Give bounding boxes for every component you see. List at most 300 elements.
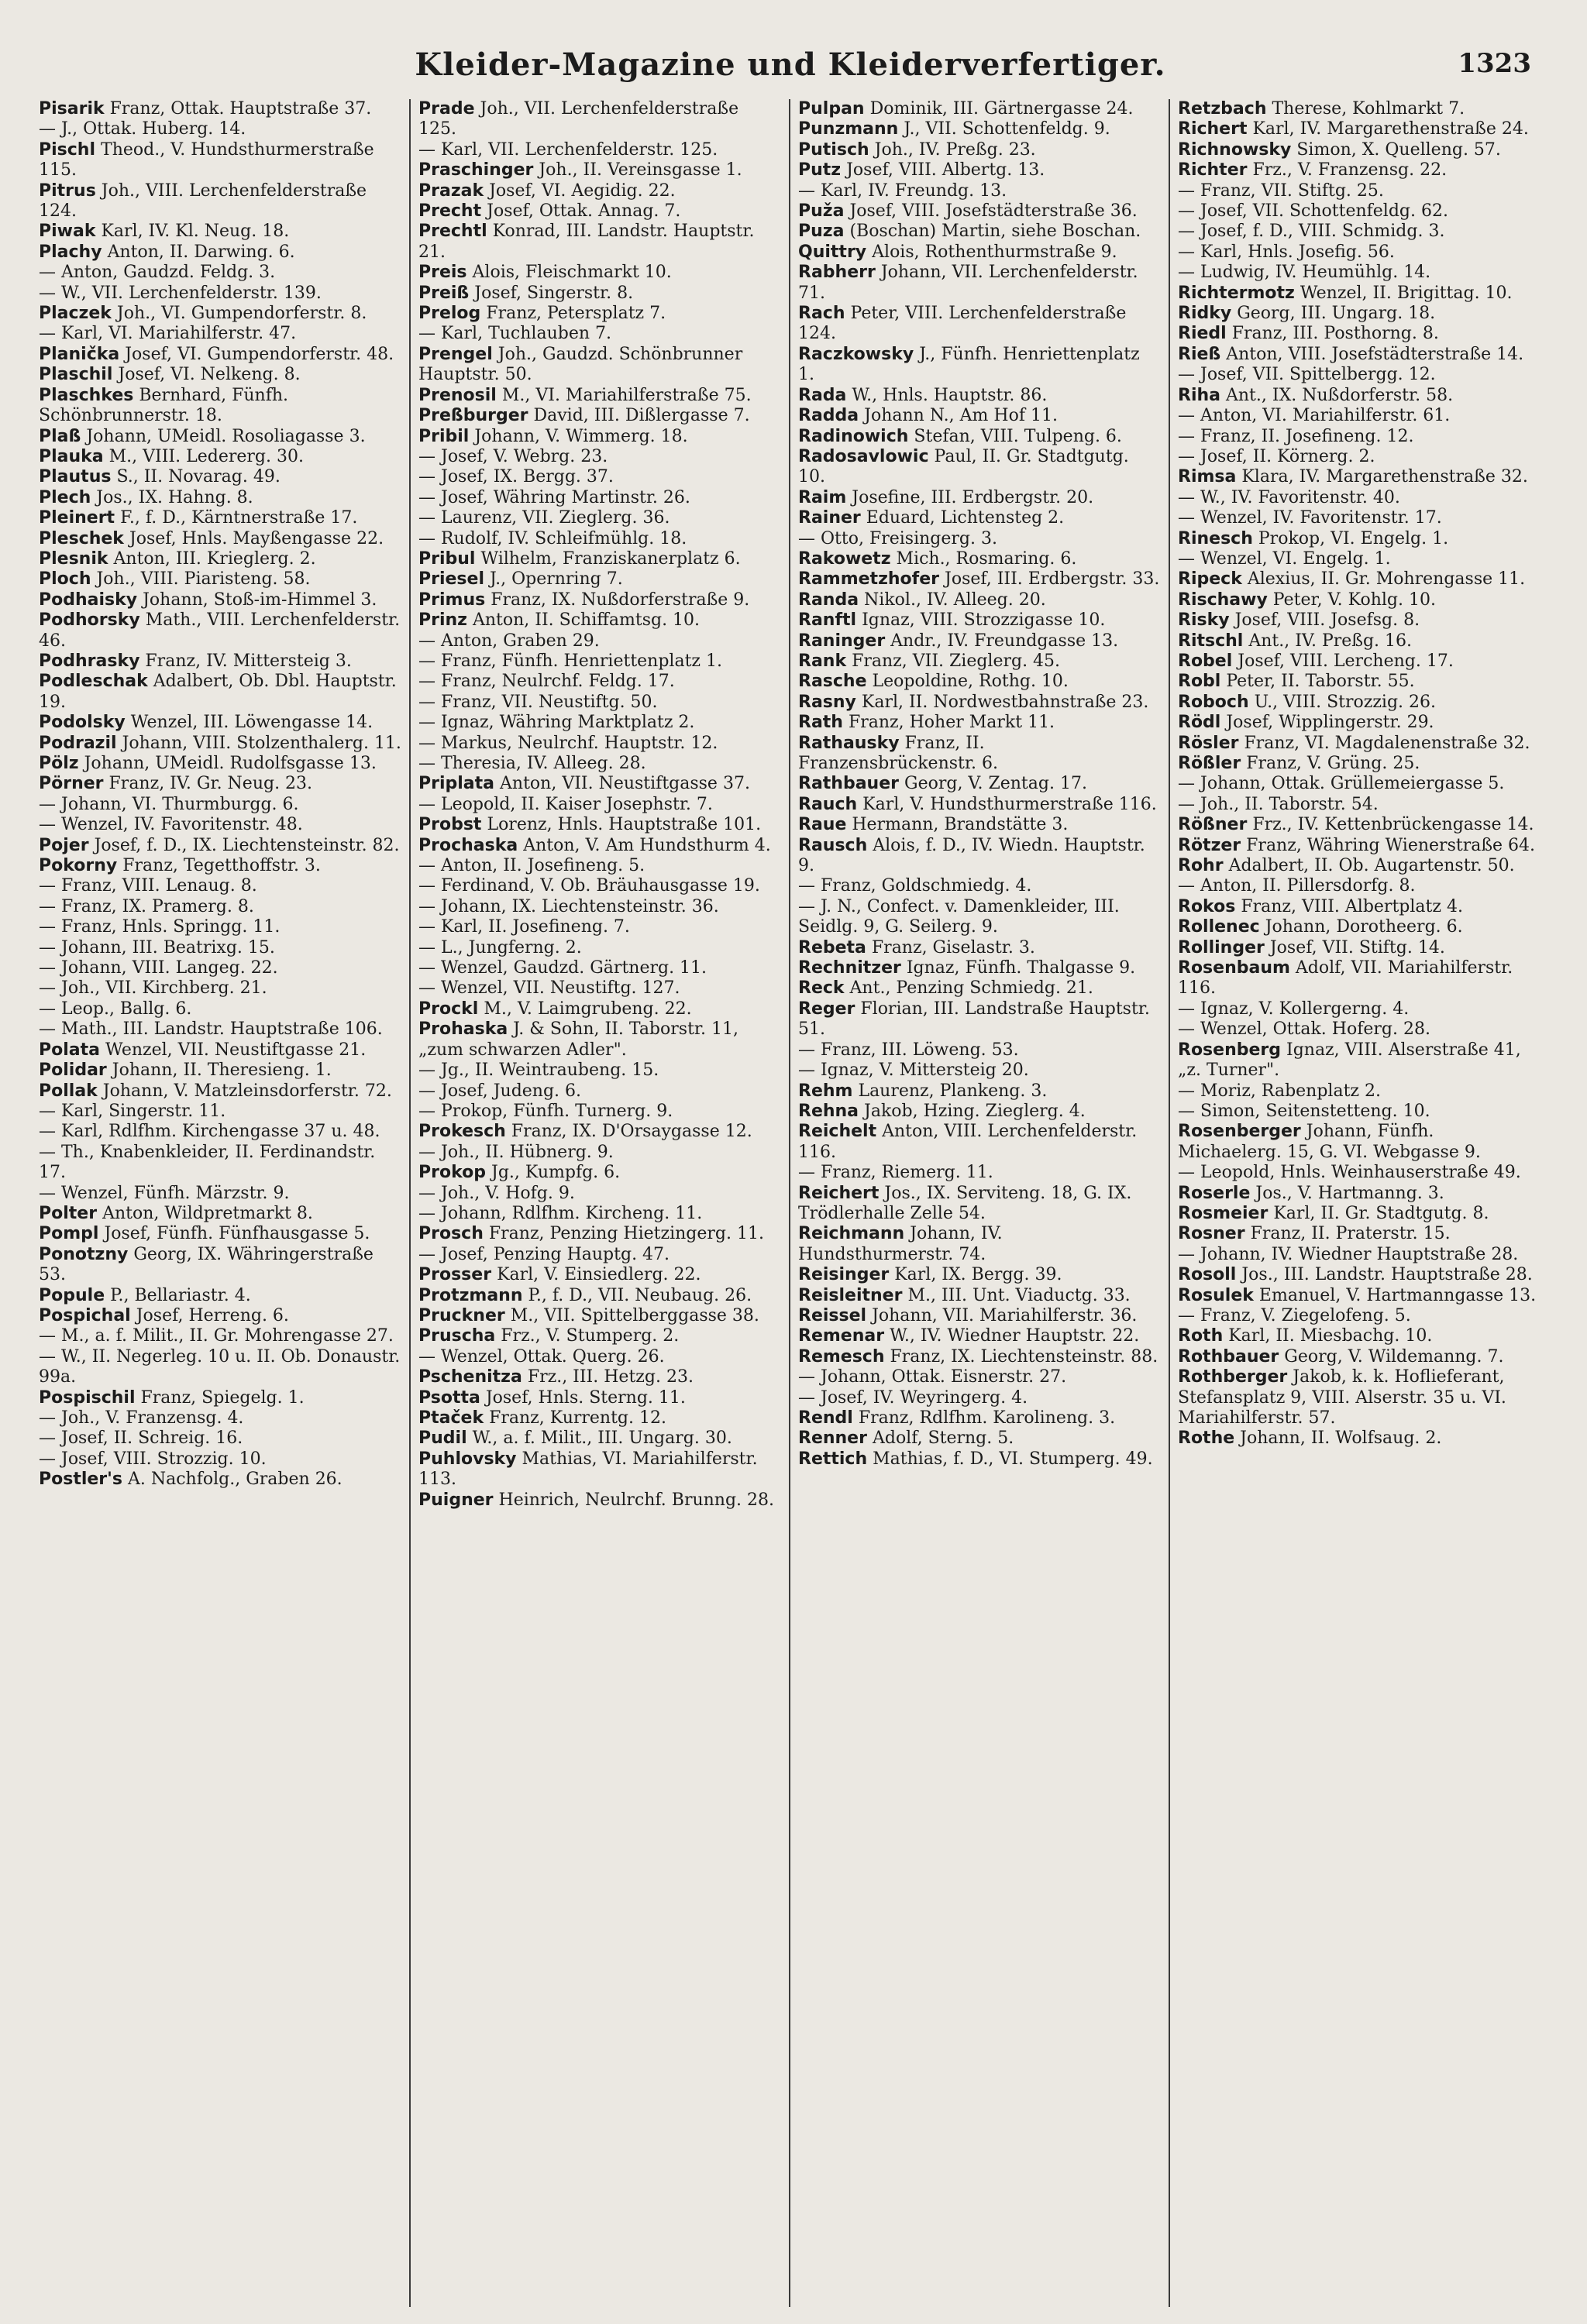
directory-entry [418, 1265, 781, 1285]
entry-details: — Franz, IX. Pramerg. 8. [39, 896, 254, 916]
directory-entry [39, 508, 401, 528]
entry-details: — Franz, V. Ziegelofeng. 5. [1178, 1305, 1411, 1325]
entry-surname: Rath [798, 713, 843, 733]
entry-details: — Josef, VII. Schottenfeldg. 62. [1178, 201, 1448, 222]
entry-details: — Joh., VII. Kirchberg. 21. [39, 978, 267, 999]
entry-details: Hermann, Brandstätte 3. [852, 815, 1069, 835]
entry-surname: Pischl [39, 139, 96, 160]
entry-details: Franz, V. Grüng. 25. [1246, 754, 1420, 773]
directory-entry [418, 569, 781, 590]
directory-entry [418, 324, 781, 344]
directory-entry [418, 1367, 781, 1387]
entry-details: Frz., III. Hetzg. 23. [527, 1367, 694, 1387]
directory-entry [798, 99, 1161, 119]
directory-entry [798, 1061, 1161, 1081]
entry-surname: Pompl [39, 1224, 99, 1244]
directory-entry [39, 119, 401, 139]
entry-details: — Markus, Neulrchf. Hauptstr. 12. [418, 733, 718, 753]
entry-details: Mathias, VI. Mariahilferstr. 113. [418, 1449, 758, 1490]
entry-details: Anton, II. Darwing. 6. [107, 242, 295, 262]
directory-entry [1178, 529, 1542, 549]
entry-details: — Joh., II. Hübnerg. 9. [418, 1142, 614, 1162]
entry-details: Josef, VI. Aegidig. 22. [489, 180, 676, 201]
entry-surname: Prokop [418, 1163, 486, 1183]
directory-entry [1178, 897, 1542, 917]
entry-details: Franz, Währing Wienerstraße 64. [1246, 835, 1536, 855]
entry-surname: Rauch [798, 794, 858, 814]
entry-details: Johann, VII. Mariahilferstr. 36. [872, 1305, 1138, 1325]
entry-details: — Theresia, IV. Alleeg. 28. [418, 754, 646, 773]
entry-surname: Prockl [418, 999, 479, 1019]
directory-entry [418, 427, 781, 447]
directory-entry [39, 734, 401, 754]
directory-entry [1178, 222, 1542, 242]
entry-details: Wenzel, III. Löwengasse 14. [130, 713, 374, 733]
directory-entry [39, 856, 401, 876]
entry-details: — Prokop, Fünfh. Turnerg. 9. [418, 1101, 673, 1121]
entry-surname: Prechtl [418, 222, 487, 242]
directory-entry [418, 978, 781, 999]
directory-entry [39, 386, 401, 427]
directory-entry [39, 1019, 401, 1040]
entry-details: Konrad, III. Landstr. Hauptstr. 21. [418, 222, 755, 262]
directory-entry [39, 324, 401, 344]
directory-entry [798, 1081, 1161, 1102]
entry-details: Jos., III. Landstr. Hauptstraße 28. [1241, 1265, 1533, 1285]
entry-surname: Roserle [1178, 1183, 1251, 1203]
entry-details: Josef, VIII. Josefstädterstraße 36. [849, 201, 1138, 222]
entry-details: — W., II. Negerleg. 10 u. II. Ob. Donaustr. 99a. [39, 1346, 401, 1387]
entry-details: — Johann, III. Beatrixg. 15. [39, 937, 275, 957]
entry-details: Franz, Giselastr. 3. [871, 937, 1035, 957]
entry-details: — Anton, II. Pillersdorfg. 8. [1178, 876, 1416, 896]
entry-details: Johann, II. Theresieng. 1. [112, 1061, 332, 1081]
entry-details: — Ignaz, Währing Marktplatz 2. [418, 713, 695, 733]
entry-surname: Pojer [39, 835, 89, 855]
entry-details: Johann, UMeidl. Rosoliagasse 3. [86, 426, 366, 446]
entry-surname: Richert [1178, 119, 1248, 139]
entry-details: Florian, III. Landstraße Hauptstr. 51. [798, 999, 1150, 1040]
entry-details: — Johann, IX. Liechtensteinstr. 36. [418, 896, 719, 916]
entry-details: — Leopold, II. Kaiser Josephstr. 7. [418, 794, 713, 814]
directory-entry [1178, 795, 1542, 815]
entry-surname: Polata [39, 1040, 100, 1060]
directory-entry [418, 1408, 781, 1428]
directory-entry [39, 774, 401, 794]
entry-details: Joh., IV. Preßg. 23. [874, 139, 1036, 160]
directory-entry [1178, 406, 1542, 426]
entry-details: Joh., Gaudzd. Schönbrunner Hauptstr. 50. [418, 344, 743, 385]
entry-surname: Ripeck [1178, 569, 1242, 590]
entry-surname: Pribul [418, 548, 476, 569]
entry-details: Johann, VIII. Stolzenthalerg. 11. [122, 733, 401, 753]
entry-details: — Ludwig, IV. Heumühlg. 14. [1178, 263, 1431, 283]
directory-entry [1178, 1040, 1542, 1081]
entry-details: Alexius, II. Gr. Mohrengasse 11. [1247, 569, 1526, 590]
entry-details: Franz, Penzing Hietzingerg. 11. [488, 1224, 764, 1244]
entry-surname: Roboch [1178, 692, 1249, 712]
entry-details: Joh., VIII. Lerchenfelderstraße 124. [39, 180, 367, 222]
entry-surname: Rimsa [1178, 467, 1237, 487]
entry-details: Jos., IX. Hahng. 8. [96, 487, 253, 507]
directory-entry [39, 1449, 401, 1470]
entry-surname: Rathausky [798, 733, 900, 753]
directory-entry [39, 304, 401, 324]
directory-entry [418, 1388, 781, 1408]
directory-entry [1178, 1326, 1542, 1346]
entry-details: P., Bellariastr. 4. [110, 1285, 251, 1305]
directory-entry [418, 590, 781, 610]
directory-entry [39, 345, 401, 365]
directory-entry [39, 1326, 401, 1346]
entry-details: — Karl, II. Josefineng. 7. [418, 917, 630, 937]
page-number: 1323 [1458, 48, 1531, 79]
directory-entry [418, 651, 781, 672]
directory-entry [418, 610, 781, 631]
entry-details: Franz, Petersplatz 7. [486, 304, 666, 324]
entry-details: — Wenzel, Gaudzd. Gärtnerg. 11. [418, 958, 707, 978]
entry-surname: Ranftl [798, 610, 857, 631]
entry-details: Lorenz, Hnls. Hauptstraße 101. [487, 815, 762, 835]
directory-entry [39, 795, 401, 815]
directory-entry [418, 406, 781, 426]
entry-surname: Punzmann [798, 119, 899, 139]
entry-details: Nikol., IV. Alleeg. 20. [864, 590, 1046, 610]
entry-details: M., V. Laimgrubeng. 22. [484, 999, 692, 1019]
directory-entry [798, 610, 1161, 631]
directory-entry [798, 549, 1161, 569]
entry-surname: Pörner [39, 774, 104, 794]
directory-entry [39, 1204, 401, 1224]
entry-surname: Rammetzhofer [798, 569, 939, 590]
directory-entry [798, 1306, 1161, 1326]
directory-entry [418, 1306, 781, 1326]
entry-details: — Franz, Goldschmiedg. 4. [798, 876, 1032, 896]
directory-entry [39, 1081, 401, 1102]
entry-details: Joh., VIII. Piaristeng. 58. [96, 569, 311, 590]
entry-details: Klara, IV. Margarethenstraße 32. [1241, 467, 1528, 487]
entry-details: — Wenzel, IV. Favoritenstr. 48. [39, 815, 303, 835]
entry-surname: Prengel [418, 344, 493, 364]
directory-entry [1178, 1306, 1542, 1326]
entry-details: — J., Ottak. Huberg. 14. [39, 119, 246, 139]
entry-details: Josef, Herreng. 6. [136, 1305, 289, 1325]
directory-entry [418, 958, 781, 978]
directory-entry [798, 242, 1161, 263]
entry-surname: Ritschl [1178, 631, 1244, 651]
entry-surname: Rosoll [1178, 1265, 1237, 1285]
entry-details: — Wenzel, Ottak. Querg. 26. [418, 1346, 665, 1367]
entry-surname: Preßburger [418, 406, 528, 426]
entry-surname: Polter [39, 1203, 98, 1223]
entry-details: — Josef, V. Webrg. 23. [418, 446, 608, 466]
entry-surname: Rabherr [798, 263, 876, 283]
directory-entry [798, 222, 1161, 242]
entry-details: Johann, Fünfh. Michaelerg. 15, G. VI. Webgasse 9. [1178, 1122, 1481, 1162]
directory-entry [798, 1224, 1161, 1265]
entry-details: Josef, Hnls. Sterng. 11. [485, 1387, 686, 1408]
directory-entry [418, 201, 781, 222]
entry-surname: Riedl [1178, 324, 1227, 344]
entry-surname: Rehm [798, 1081, 853, 1101]
entry-details: — Josef, VII. Spittelbergg. 12. [1178, 365, 1436, 385]
entry-surname: Reck [798, 978, 845, 999]
entry-details: Frz., V. Stumperg. 2. [501, 1326, 680, 1346]
entry-details: Franz, VIII. Albertplatz 4. [1241, 896, 1463, 916]
entry-details: — Karl, VI. Mariahilferstr. 47. [39, 324, 297, 344]
directory-entry [39, 1224, 401, 1244]
entry-details: Karl, IV. Kl. Neug. 18. [101, 222, 290, 242]
entry-details: Johann, V. Wimmerg. 18. [474, 426, 688, 446]
directory-entry [1178, 365, 1542, 385]
entry-details: — Johann, Rdlfhm. Kircheng. 11. [418, 1203, 703, 1223]
entry-surname: Risky [1178, 610, 1230, 631]
directory-entry [798, 938, 1161, 958]
directory-entry [1178, 815, 1542, 835]
entry-details: — Math., III. Landstr. Hauptstraße 106. [39, 1019, 383, 1040]
entry-details: — Josef, II. Schreig. 16. [39, 1428, 243, 1449]
entry-details: — Josef, IV. Weyringerg. 4. [798, 1387, 1028, 1408]
entry-surname: Podleschak [39, 672, 148, 692]
entry-surname: Radda [798, 406, 859, 426]
entry-surname: Primus [418, 590, 486, 610]
directory-entry [418, 876, 781, 896]
entry-surname: Rieß [1178, 344, 1221, 364]
entry-surname: Pollak [39, 1081, 98, 1101]
entry-surname: Renner [798, 1428, 867, 1449]
entry-details: — Franz, VII. Neustiftg. 50. [418, 692, 658, 712]
entry-surname: Prinz [418, 610, 467, 631]
directory-entry [1178, 631, 1542, 651]
directory-entry [798, 427, 1161, 447]
entry-details: Anton, VII. Neustiftgasse 37. [500, 774, 750, 794]
entry-details: — Ignaz, V. Kollergerng. 4. [1178, 999, 1410, 1019]
directory-entry [39, 1286, 401, 1306]
entry-details: J. & Sohn, II. Taborstr. 11, „zum schwarzen Adler". [418, 1019, 738, 1060]
entry-details: Alois, Rothenthurmstraße 9. [872, 242, 1117, 262]
entry-details: — Franz, Hnls. Springg. 11. [39, 917, 281, 937]
entry-surname: Reichert [798, 1183, 880, 1203]
directory-entry [418, 917, 781, 937]
directory-entry [418, 1224, 781, 1244]
directory-entry [798, 119, 1161, 139]
directory-entry [798, 508, 1161, 528]
entry-details: — Karl, IV. Freundg. 13. [798, 180, 1007, 201]
directory-entry [418, 1286, 781, 1306]
entry-details: Georg, IX. Währingerstraße 53. [39, 1244, 374, 1285]
directory-column-2 [411, 99, 790, 2307]
directory-column-4 [1170, 99, 1550, 2307]
directory-entry [39, 569, 401, 590]
directory-entry [39, 672, 401, 713]
entry-surname: Robel [1178, 651, 1233, 671]
entry-surname: Pospischil [39, 1387, 136, 1408]
directory-entry [418, 1326, 781, 1346]
directory-entry [1178, 1367, 1542, 1428]
directory-entry [1178, 1081, 1542, 1102]
entry-details: Jos., IX. Serviteng. 18, G. IX. Trödlerhalle Zelle 54. [798, 1183, 1132, 1223]
entry-surname: Rosulek [1178, 1285, 1254, 1305]
entry-details: — Joh., V. Hofg. 9. [418, 1183, 575, 1203]
entry-details: Josef, Fünfh. Fünfhausgasse 5. [104, 1224, 370, 1244]
directory-entry [798, 1122, 1161, 1163]
directory-entry [39, 263, 401, 283]
entry-details: Josef, III. Erdbergstr. 33. [945, 569, 1160, 590]
entry-details: — Laurenz, VII. Zieglerg. 36. [418, 508, 670, 528]
directory-entry [39, 958, 401, 978]
entry-details: — Franz, VIII. Lenaug. 8. [39, 876, 257, 896]
directory-entry [1178, 324, 1542, 344]
entry-surname: Radosavlowic [798, 446, 929, 466]
entry-surname: Prazak [418, 180, 484, 201]
entry-details: — Karl, Tuchlauben 7. [418, 324, 611, 344]
entry-surname: Placzek [39, 304, 112, 324]
directory-entry [418, 467, 781, 487]
entry-surname: Randa [798, 590, 859, 610]
entry-details: Jg., Kumpfg. 6. [491, 1163, 621, 1183]
directory-entry [798, 569, 1161, 590]
entry-details: Paul, II. Gr. Stadtgutg. 10. [798, 446, 1129, 487]
entry-surname: Putisch [798, 139, 869, 160]
entry-details: Karl, V. Hundsthurmerstraße 116. [862, 794, 1157, 814]
entry-details: — Wenzel, Ottak. Hoferg. 28. [1178, 1019, 1430, 1040]
entry-surname: Podhorsky [39, 610, 140, 631]
directory-entry [1178, 856, 1542, 876]
entry-details: Josef, f. D., IX. Liechtensteinstr. 82. [94, 835, 400, 855]
entry-details: P., f. D., VII. Neubaug. 26. [528, 1285, 752, 1305]
entry-surname: Plachy [39, 242, 102, 262]
directory-entry [798, 958, 1161, 978]
entry-details: Johann, UMeidl. Rudolfsgasse 13. [84, 754, 377, 773]
entry-details: S., II. Novarag. 49. [116, 467, 281, 487]
directory-entry [39, 713, 401, 733]
directory-entry [1178, 836, 1542, 856]
entry-surname: Podhrasky [39, 651, 140, 671]
directory-entry [1178, 672, 1542, 692]
directory-entry [1178, 693, 1542, 713]
entry-details: Prokop, VI. Engelg. 1. [1258, 528, 1449, 548]
entry-surname: Rendl [798, 1408, 853, 1428]
entry-surname: Raczkowsky [798, 344, 914, 364]
entry-details: Johann, Dorotheerg. 6. [1265, 917, 1463, 937]
directory-entry [1178, 1184, 1542, 1204]
directory-entry [39, 815, 401, 835]
directory-entry [798, 1102, 1161, 1122]
entry-surname: Podolsky [39, 713, 126, 733]
entry-details: — Anton, Gaudzd. Feldg. 3. [39, 263, 276, 283]
directory-entry [39, 365, 401, 385]
entry-details: Franz, III. Posthorng. 8. [1231, 324, 1439, 344]
entry-details: J., VII. Schottenfeldg. 9. [904, 119, 1110, 139]
entry-details: Georg, III. Ungarg. 18. [1237, 304, 1436, 324]
entry-details: — Joh., II. Taborstr. 54. [1178, 794, 1379, 814]
directory-entry [1178, 467, 1542, 487]
directory-entry [1178, 651, 1542, 672]
entry-surname: Puza [798, 222, 845, 242]
entry-surname: Plauka [39, 446, 104, 466]
directory-entry [798, 1428, 1161, 1449]
directory-entry [798, 1449, 1161, 1470]
entry-details: Wenzel, VII. Neustiftgasse 21. [105, 1040, 367, 1060]
entry-details: Josef, VI. Gumpendorferstr. 48. [125, 344, 394, 364]
entry-details: Heinrich, Neulrchf. Brunng. 28. [498, 1490, 775, 1510]
directory-entry [1178, 1428, 1542, 1449]
directory-entry [1178, 734, 1542, 754]
entry-details: Ant., IV. Preßg. 16. [1248, 631, 1413, 651]
entry-details: Anton, VIII. Josefstädterstraße 14. [1226, 344, 1524, 364]
entry-details: — Anton, II. Josefineng. 5. [418, 856, 645, 876]
entry-details: Adolf, Sterng. 5. [872, 1428, 1014, 1449]
directory-entry [798, 795, 1161, 815]
entry-details: — Rudolf, IV. Schleifmühlg. 18. [418, 528, 687, 548]
directory-entry [798, 1367, 1161, 1387]
directory-entry [418, 1184, 781, 1204]
directory-entry [39, 222, 401, 242]
directory-entry [418, 447, 781, 467]
entry-surname: Rosenberger [1178, 1122, 1301, 1142]
directory-entry [418, 386, 781, 406]
directory-entry [798, 1040, 1161, 1061]
directory-entry [1178, 1102, 1542, 1122]
entry-surname: Reissel [798, 1305, 867, 1325]
directory-entry [798, 406, 1161, 426]
directory-entry [1178, 99, 1542, 119]
directory-entry [798, 590, 1161, 610]
entry-details: Ant., IX. Nußdorferstr. 58. [1226, 385, 1454, 405]
directory-entry [798, 734, 1161, 775]
entry-details: — Leop., Ballg. 6. [39, 999, 192, 1019]
entry-surname: Retzbach [1178, 99, 1267, 119]
directory-entry [418, 897, 781, 917]
entry-details: — Josef, VIII. Strozzig. 10. [39, 1449, 267, 1469]
directory-entry [798, 1286, 1161, 1306]
entry-surname: Reger [798, 999, 855, 1019]
directory-entry [798, 876, 1161, 896]
entry-surname: Rainer [798, 508, 861, 528]
entry-details: — Wenzel, Fünfh. Märzstr. 9. [39, 1183, 290, 1203]
entry-surname: Rößler [1178, 754, 1241, 773]
entry-details: Johann N., Am Hof 11. [864, 406, 1058, 426]
entry-details: W., Hnls. Hauptstr. 86. [852, 385, 1048, 405]
directory-entry [39, 242, 401, 263]
directory-entry [418, 1428, 781, 1449]
entry-details: J., Opernring 7. [490, 569, 623, 590]
directory-entry [798, 897, 1161, 938]
directory-entry [1178, 549, 1542, 569]
entry-surname: Robl [1178, 672, 1221, 692]
directory-entry [418, 508, 781, 528]
entry-details: Josef, Ottak. Annag. 7. [487, 201, 681, 222]
entry-surname: Ploch [39, 569, 91, 590]
directory-entry [39, 1184, 401, 1204]
entry-details: Josef, VI. Nelkeng. 8. [118, 365, 301, 385]
entry-details: Franz, Spiegelg. 1. [140, 1387, 305, 1408]
entry-surname: Rechnitzer [798, 958, 901, 978]
entry-surname: Puhlovsky [418, 1449, 517, 1469]
directory-entry [1178, 590, 1542, 610]
directory-entry [418, 263, 781, 283]
entry-surname: Prohaska [418, 1019, 508, 1040]
directory-entry [418, 284, 781, 304]
entry-details: — Karl, VII. Lerchenfelderstr. 125. [418, 139, 718, 160]
directory-entry [798, 1163, 1161, 1183]
entry-surname: Priplata [418, 774, 495, 794]
entry-surname: Ridky [1178, 304, 1232, 324]
entry-surname: Praschinger [418, 160, 534, 180]
directory-entry [1178, 1286, 1542, 1306]
entry-details: Karl, II. Miesbachg. 10. [1228, 1326, 1433, 1346]
entry-details: — Josef, f. D., VIII. Schmidg. 3. [1178, 222, 1445, 242]
